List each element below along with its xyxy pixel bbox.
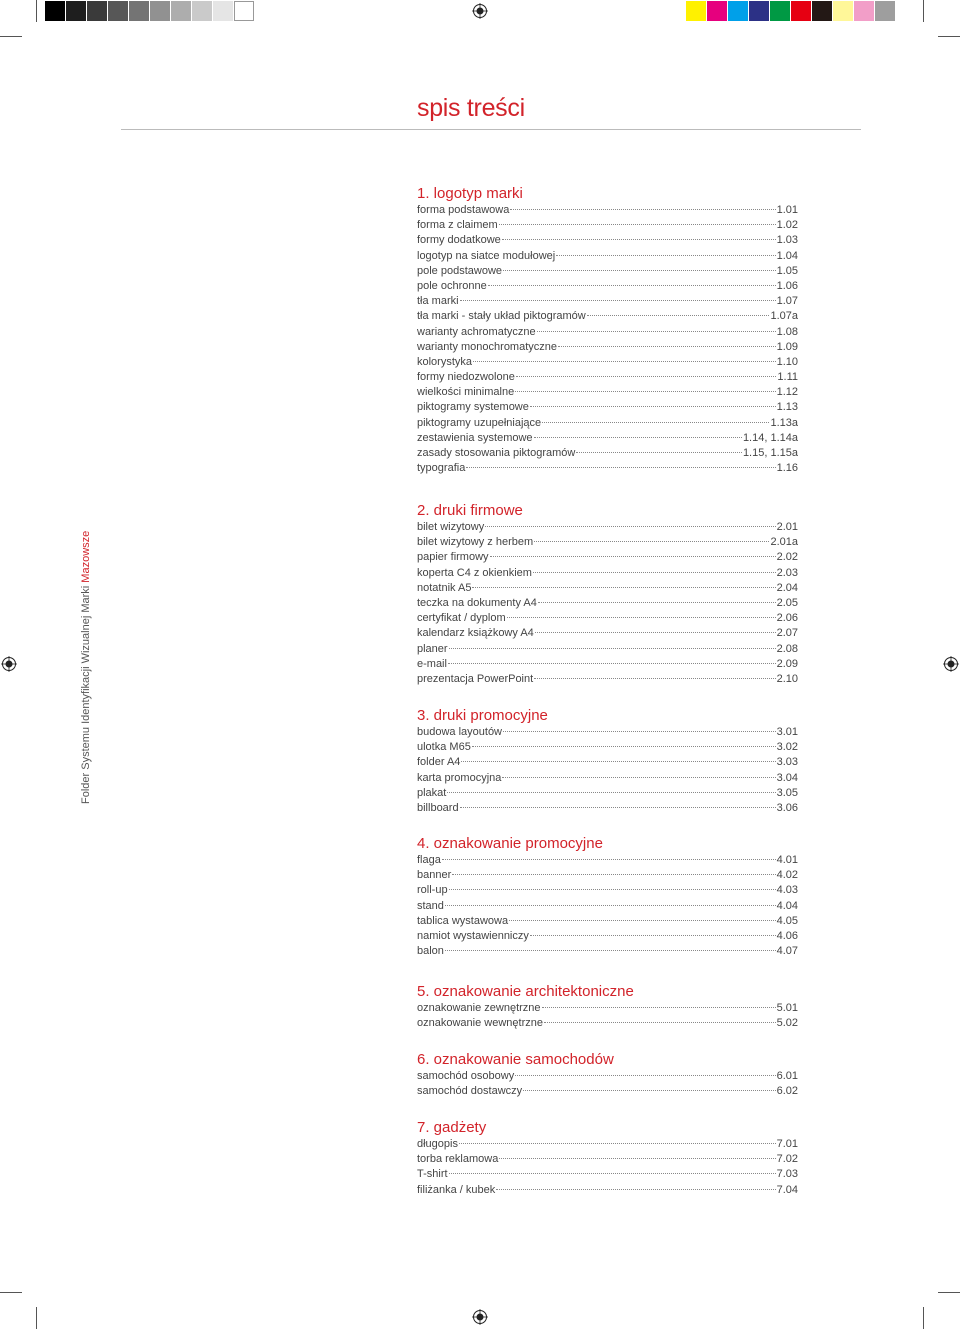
toc-entry-label: długopis — [417, 1138, 458, 1150]
toc-entry-page: 5.01 — [776, 1002, 798, 1014]
crop-mark — [0, 1292, 22, 1293]
toc-entry-page: 1.07 — [776, 295, 798, 308]
toc-entry-page: 4.06 — [776, 929, 798, 942]
toc-entry-page: 1.01 — [776, 204, 798, 216]
toc-entry-label: planer — [417, 642, 448, 655]
color-swatch — [854, 1, 874, 21]
toc-entry[interactable] — [417, 899, 798, 914]
dot-leader — [534, 678, 775, 679]
toc-entry-page: 1.09 — [776, 340, 798, 353]
dot-leader — [442, 859, 776, 860]
dot-leader — [460, 300, 776, 301]
toc-entry-label: budowa layoutów — [417, 726, 503, 738]
color-swatch — [833, 1, 853, 21]
toc-entry-page: 3.04 — [776, 771, 798, 784]
toc-entry-label: plakat — [417, 786, 447, 799]
toc-entry[interactable] — [417, 740, 798, 755]
toc-entry-page: 4.03 — [776, 884, 798, 897]
toc-entry-label: zestawienia systemowe — [417, 431, 533, 444]
toc-entry-label: ulotka M65 — [417, 741, 471, 754]
toc-entry-page: 3.05 — [776, 786, 798, 799]
toc-entry-page: 2.02 — [776, 551, 798, 564]
dot-leader — [460, 807, 776, 808]
toc-entry-label: certyfikat / dyplom — [417, 612, 506, 625]
toc-entry[interactable] — [417, 883, 798, 898]
dot-leader — [502, 239, 776, 240]
toc-entry-page: 3.01 — [776, 726, 798, 738]
dot-leader — [530, 406, 776, 407]
dot-leader — [472, 746, 776, 747]
color-swatch — [812, 1, 832, 21]
toc-entry-page: 6.02 — [776, 1085, 798, 1098]
toc-entry-label: logotyp na siatce modułowej — [417, 249, 556, 262]
section-title: 1. logotyp marki — [417, 185, 523, 202]
toc-entry[interactable] — [417, 294, 798, 309]
toc-entry[interactable] — [417, 853, 798, 868]
gray-swatch — [213, 1, 233, 21]
toc-entry-page: 2.01 — [776, 521, 798, 533]
toc-entry-page: 3.03 — [776, 756, 798, 769]
toc-entry-page: 6.01 — [776, 1070, 798, 1082]
toc-entry[interactable] — [417, 672, 798, 687]
toc-entry-label: warianty achromatyczne — [417, 325, 536, 338]
crop-mark — [0, 36, 22, 37]
dot-leader — [507, 617, 776, 618]
crop-mark — [923, 0, 924, 22]
toc-entry-label: banner — [417, 869, 452, 882]
gray-swatch — [66, 1, 86, 21]
toc-entry[interactable] — [417, 1001, 798, 1016]
color-swatch — [875, 1, 895, 21]
dot-leader — [576, 452, 742, 453]
toc-entry-label: formy niedozwolone — [417, 371, 515, 384]
toc-entry-page: 1.11 — [777, 371, 798, 384]
dot-leader — [515, 1075, 775, 1076]
gray-swatch — [171, 1, 191, 21]
toc-entry-label: karta promocyjna — [417, 771, 502, 784]
side-caption — [80, 531, 92, 804]
dot-leader — [449, 648, 776, 649]
toc-entry-label: prezentacja PowerPoint — [417, 672, 534, 685]
toc-entry-page: 2.03 — [776, 566, 798, 579]
toc-entry[interactable] — [417, 801, 798, 816]
toc-entry-page: 2.06 — [776, 612, 798, 625]
toc-entry-label: torba reklamowa — [417, 1153, 499, 1166]
section-title: 5. oznakowanie architektoniczne — [417, 983, 634, 1000]
toc-entry-page: 2.01a — [770, 536, 798, 549]
toc-entry-label: tła marki — [417, 295, 459, 308]
dot-leader — [516, 376, 777, 377]
dot-leader — [448, 663, 776, 664]
toc-section — [417, 185, 798, 476]
dot-leader — [499, 1158, 775, 1159]
toc-entry-page: 1.14, 1.14a — [742, 431, 798, 444]
toc-entry-page: 4.01 — [776, 854, 798, 866]
dot-leader — [503, 270, 776, 271]
toc-entry-page: 2.05 — [776, 596, 798, 609]
toc-entry[interactable] — [417, 355, 798, 370]
toc-entry[interactable] — [417, 520, 798, 535]
toc-entry-label: teczka na dokumenty A4 — [417, 596, 537, 609]
toc-entry-page: 4.04 — [776, 899, 798, 912]
toc-entry-page: 7.04 — [776, 1183, 798, 1196]
toc-entry[interactable] — [417, 370, 798, 385]
toc-entry-page: 1.02 — [776, 219, 798, 232]
toc-entry-label: zasady stosowania piktogramów — [417, 447, 576, 459]
dot-leader — [452, 874, 775, 875]
toc-entry-page: 1.16 — [776, 462, 798, 475]
toc-section — [417, 502, 798, 687]
gray-swatch — [234, 1, 254, 21]
toc-entry-page: 4.07 — [776, 945, 798, 958]
dot-leader — [445, 950, 776, 951]
toc-entry[interactable] — [417, 309, 798, 324]
toc-section — [417, 835, 798, 959]
toc-entry-label: oznakowanie zewnętrzne — [417, 1002, 541, 1014]
toc-entry-label: warianty monochromatyczne — [417, 340, 558, 353]
toc-entry-page: 5.02 — [776, 1017, 798, 1030]
toc-entry-label: kalendarz książkowy A4 — [417, 627, 534, 640]
section-title: 6. oznakowanie samochodów — [417, 1051, 614, 1068]
toc-entry[interactable] — [417, 929, 798, 944]
toc-entry[interactable] — [417, 611, 798, 626]
toc-entry[interactable] — [417, 279, 798, 294]
toc-entry-page: 1.13a — [770, 416, 798, 429]
dot-leader — [509, 920, 775, 921]
dot-leader — [515, 391, 775, 392]
dot-leader — [530, 935, 776, 936]
toc-entry-label: billboard — [417, 801, 459, 814]
dot-leader — [510, 209, 775, 210]
toc-entry[interactable] — [417, 1069, 798, 1084]
dot-leader — [490, 556, 776, 557]
toc-entry[interactable] — [417, 325, 798, 340]
toc-entry[interactable] — [417, 446, 798, 461]
toc-entry[interactable] — [417, 755, 798, 770]
crop-mark — [36, 1307, 37, 1329]
toc-entry-label: formy dodatkowe — [417, 234, 501, 247]
toc-entry-page: 3.02 — [776, 741, 798, 754]
toc-entry-label: e-mail — [417, 657, 447, 670]
crop-mark — [923, 1307, 924, 1329]
toc-entry[interactable] — [417, 249, 798, 264]
toc-section — [417, 1051, 798, 1099]
dot-leader — [533, 572, 776, 573]
toc-entry-label: balon — [417, 945, 444, 958]
toc-entry[interactable] — [417, 385, 798, 400]
registration-mark-icon — [943, 656, 959, 672]
toc-entry-page: 2.07 — [776, 627, 798, 640]
color-swatch — [770, 1, 790, 21]
toc-entry-page: 2.08 — [776, 642, 798, 655]
toc-entry-page: 7.03 — [776, 1168, 798, 1181]
toc-entry-page: 1.13 — [776, 401, 798, 414]
toc-entry[interactable] — [417, 642, 798, 657]
color-swatch — [791, 1, 811, 21]
toc-entry-label: bilet wizytowy z herbem — [417, 536, 534, 549]
registration-mark-icon — [472, 3, 488, 19]
section-title: 3. druki promocyjne — [417, 707, 548, 724]
toc-entry-label: forma podstawowa — [417, 204, 510, 216]
toc-entry-label: pole ochronne — [417, 279, 487, 292]
dot-leader — [544, 1022, 776, 1023]
dot-leader — [502, 777, 775, 778]
toc-entry[interactable] — [417, 416, 798, 431]
dot-leader — [542, 1007, 776, 1008]
toc-entry-label: tła marki - stały układ piktogramów — [417, 310, 586, 323]
toc-entry-label: koperta C4 z okienkiem — [417, 566, 532, 579]
color-swatch — [686, 1, 706, 21]
toc-entry-label: stand — [417, 899, 444, 912]
toc-entry-label: flaga — [417, 854, 441, 866]
toc-entry-page: 1.04 — [776, 249, 798, 262]
crop-mark — [938, 36, 960, 37]
toc-entry[interactable] — [417, 461, 798, 476]
toc-entry-page: 4.02 — [776, 869, 798, 882]
toc-entry-page: 1.03 — [776, 234, 798, 247]
toc-entry[interactable] — [417, 581, 798, 596]
dot-leader — [449, 889, 776, 890]
toc-entry-label: wielkości minimalne — [417, 386, 515, 399]
toc-entry-label: oznakowanie wewnętrzne — [417, 1017, 543, 1030]
toc-entry-label: filiżanka / kubek — [417, 1183, 496, 1196]
gray-swatch — [87, 1, 107, 21]
dot-leader — [466, 467, 775, 468]
dot-leader — [535, 632, 776, 633]
toc-entry-page: 3.06 — [776, 801, 798, 814]
toc-entry-page: 2.10 — [776, 672, 798, 685]
toc-entry-label: kolorystyka — [417, 355, 473, 368]
dot-leader — [472, 587, 775, 588]
toc-entry[interactable] — [417, 868, 798, 883]
dot-leader — [449, 1173, 776, 1174]
toc-entry-label: typografia — [417, 462, 466, 475]
dot-leader — [445, 905, 776, 906]
toc-entry-page: 1.10 — [776, 355, 798, 368]
toc-entry-label: notatnik A5 — [417, 581, 472, 594]
toc-section — [417, 1119, 798, 1198]
color-swatch — [707, 1, 727, 21]
toc-entry-label: folder A4 — [417, 756, 461, 769]
toc-entry-label: namiot wystawienniczy — [417, 929, 529, 942]
dot-leader — [447, 792, 775, 793]
toc-entry-page: 2.04 — [776, 581, 798, 594]
crop-mark — [938, 1292, 960, 1293]
toc-entry-label: roll-up — [417, 884, 448, 897]
toc-section — [417, 707, 798, 816]
toc-entry[interactable] — [417, 1152, 798, 1167]
toc-entry-label: pole podstawowe — [417, 264, 503, 277]
toc-entry-label: samochód osobowy — [417, 1070, 515, 1082]
color-swatch — [749, 1, 769, 21]
dot-leader — [499, 224, 776, 225]
toc-entry[interactable] — [417, 431, 798, 446]
toc-entry-page: 7.02 — [776, 1153, 798, 1166]
gray-swatch — [192, 1, 212, 21]
dot-leader — [496, 1189, 775, 1190]
toc-entry-label: piktogramy systemowe — [417, 401, 529, 414]
dot-leader — [488, 285, 776, 286]
registration-mark-icon — [472, 1309, 488, 1325]
toc-entry-page: 1.15, 1.15a — [742, 447, 798, 459]
toc-entry-page: 1.12 — [776, 386, 798, 399]
toc-entry-page: 4.05 — [776, 914, 798, 927]
dot-leader — [587, 315, 770, 316]
toc-entry-label: tablica wystawowa — [417, 914, 509, 927]
dot-leader — [461, 761, 775, 762]
side-caption-text: Folder Systemu Identyfikacji Wizualnej Marki — [80, 582, 92, 804]
toc-entry[interactable] — [417, 233, 798, 248]
dot-leader — [534, 541, 769, 542]
dot-leader — [485, 526, 775, 527]
toc-entry-page: 1.08 — [776, 325, 798, 338]
toc-entry-page: 7.01 — [776, 1138, 798, 1150]
dot-leader — [523, 1090, 775, 1091]
toc-entry-page: 1.05 — [776, 264, 798, 277]
dot-leader — [503, 731, 776, 732]
toc-entry[interactable] — [417, 550, 798, 565]
toc-entry-page: 1.06 — [776, 279, 798, 292]
toc-entry[interactable] — [417, 340, 798, 355]
toc-entry-label: bilet wizytowy — [417, 521, 485, 533]
toc-entry-label: samochód dostawczy — [417, 1085, 523, 1098]
toc-entry[interactable] — [417, 725, 798, 740]
toc-entry[interactable] — [417, 771, 798, 786]
section-title: 2. druki firmowe — [417, 502, 523, 519]
toc-entry[interactable] — [417, 786, 798, 801]
section-title: 4. oznakowanie promocyjne — [417, 835, 603, 852]
dot-leader — [459, 1143, 776, 1144]
dot-leader — [558, 346, 776, 347]
dot-leader — [534, 437, 742, 438]
crop-mark — [36, 0, 37, 22]
dot-leader — [556, 255, 775, 256]
toc-entry[interactable] — [417, 944, 798, 959]
dot-leader — [542, 422, 769, 423]
toc-section — [417, 983, 798, 1031]
title-divider — [121, 129, 861, 130]
section-title: 7. gadżety — [417, 1119, 487, 1136]
color-swatch — [728, 1, 748, 21]
page-title: spis treści — [417, 94, 525, 122]
toc-entry[interactable] — [417, 535, 798, 550]
registration-mark-icon — [1, 656, 17, 672]
toc-entry[interactable] — [417, 657, 798, 672]
gray-swatch — [150, 1, 170, 21]
gray-swatch — [45, 1, 65, 21]
side-caption-accent: Mazowsze — [80, 530, 92, 583]
toc-entry[interactable] — [417, 626, 798, 641]
toc-entry[interactable] — [417, 264, 798, 279]
toc-entry[interactable] — [417, 1167, 798, 1182]
toc-entry[interactable] — [417, 218, 798, 233]
toc-entry-page: 2.09 — [776, 657, 798, 670]
dot-leader — [473, 361, 776, 362]
dot-leader — [537, 331, 776, 332]
toc-entry-label: forma z claimem — [417, 219, 498, 232]
toc-entry[interactable] — [417, 400, 798, 415]
dot-leader — [538, 602, 776, 603]
toc-entry-label: piktogramy uzupełniające — [417, 416, 542, 429]
toc-entry[interactable] — [417, 203, 798, 218]
gray-swatch — [129, 1, 149, 21]
toc-entry[interactable] — [417, 1084, 798, 1099]
gray-swatch — [108, 1, 128, 21]
toc-entry[interactable] — [417, 1137, 798, 1152]
toc-entry-label: papier firmowy — [417, 551, 489, 564]
toc-entry[interactable] — [417, 596, 798, 611]
toc-entry-page: 1.07a — [770, 310, 798, 323]
toc-entry[interactable] — [417, 914, 798, 929]
toc-entry-label: T-shirt — [417, 1168, 448, 1181]
toc-entry[interactable] — [417, 566, 798, 581]
toc-entry[interactable] — [417, 1183, 798, 1198]
toc-entry[interactable] — [417, 1016, 798, 1031]
